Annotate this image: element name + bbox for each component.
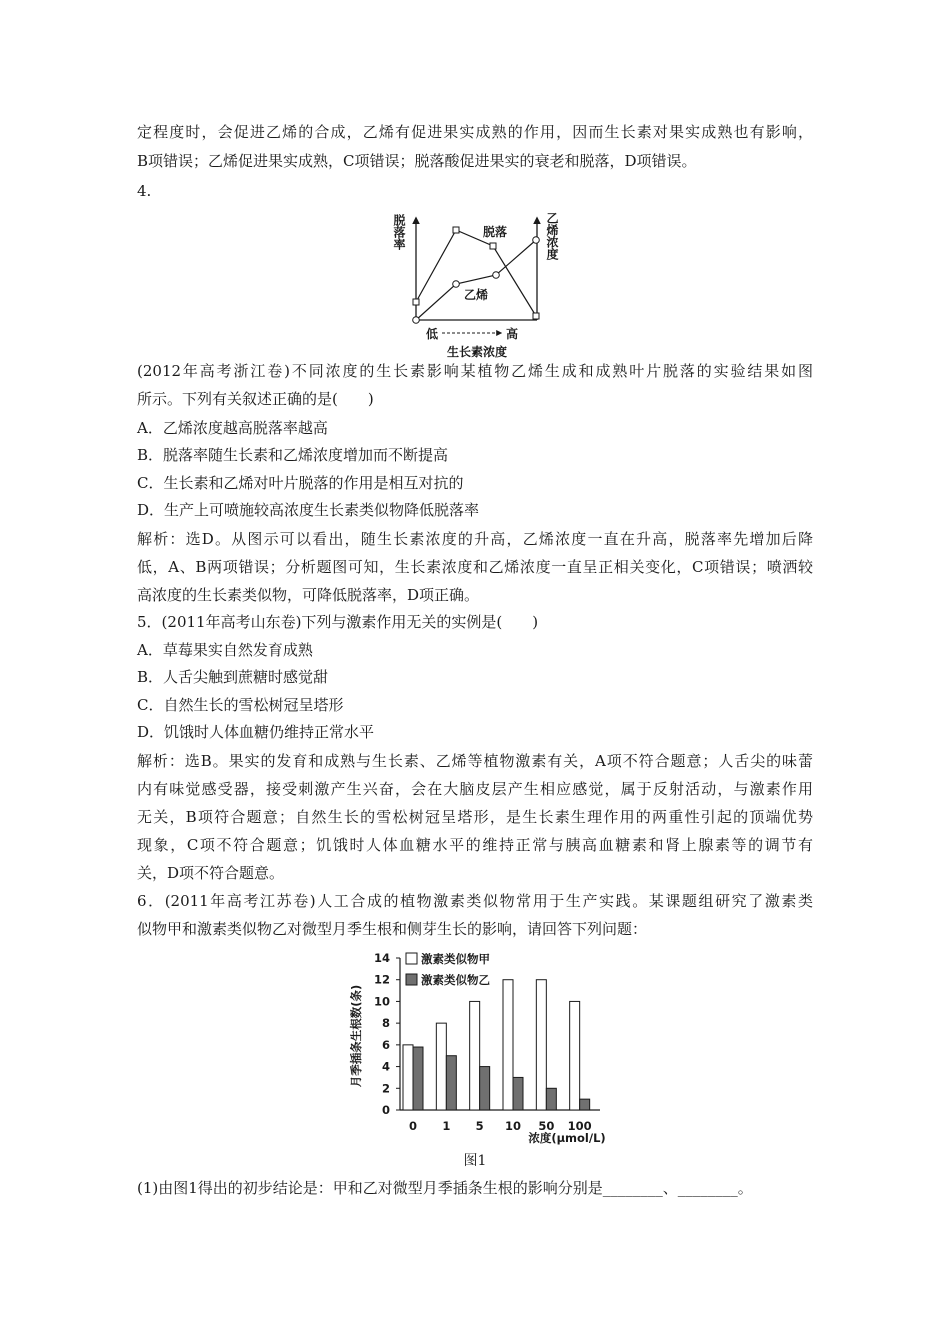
bar-series1 <box>470 1001 480 1110</box>
q4-analysis: 解析：选D。从图示可以看出，随生长素浓度的升高，乙烯浓度一直在升高，脱落率先增加后降 <box>137 530 813 548</box>
x-tick-label: 100 <box>567 1119 592 1133</box>
q6-stem: 似物甲和激素类似物乙对微型月季生根和侧芽生长的影响，请回答下列问题： <box>137 920 648 938</box>
curve-label-ethylene: 乙烯 <box>464 288 489 302</box>
y-tick-label: 6 <box>381 1037 390 1052</box>
y-tick-label: 2 <box>381 1081 390 1096</box>
figure-q4 <box>385 210 565 360</box>
q5-analysis: 现象，C项不符合题意；饥饿时人体血糖水平的维持正常与胰高血糖素和肾上腺素等的调节有 <box>137 836 813 854</box>
q4-analysis: 高浓度的生长素类似物，可降低脱落率，D项正确。 <box>137 586 480 604</box>
ethylene-point <box>533 237 540 244</box>
ethylene-curve <box>416 240 536 320</box>
figure-caption: 图1 <box>463 1153 487 1169</box>
q5-option-a: A．草莓果实自然发育成熟 <box>137 641 313 659</box>
abscission-point <box>413 299 419 305</box>
q5-option-d: D．饥饿时人体血糖仍维持正常水平 <box>137 723 375 741</box>
bar-series2 <box>513 1077 523 1110</box>
q4-option-c: C．生长素和乙烯对叶片脱落的作用是相互对抗的 <box>137 474 464 492</box>
x-tick-label: 50 <box>538 1119 555 1133</box>
x-tick-label: 5 <box>475 1119 484 1133</box>
bar-series1 <box>536 980 546 1110</box>
q4-stem: 所示。下列有关叙述正确的是( ) <box>137 390 374 408</box>
x-axis-label: 浓度(μmol/L) <box>528 1131 606 1145</box>
text-line: 定程度时，会促进乙烯的合成，乙烯有促进果实成熟的作用，因而生长素对果实成熟也有影响， <box>137 123 813 141</box>
abscission-point <box>533 313 539 319</box>
x-tick-label: 10 <box>504 1119 522 1133</box>
question-number: 4. <box>137 182 152 200</box>
q6-sub1: (1)由图1得出的初步结论是：甲和乙对微型月季插条生根的影响分别是________、________。 <box>137 1179 753 1197</box>
q5-option-b: B．人舌尖触到蔗糖时感觉甜 <box>137 668 329 686</box>
y-tick-label: 0 <box>381 1103 390 1117</box>
ethylene-point <box>453 281 460 288</box>
legend-label-series2: 激素类似物乙 <box>421 973 490 987</box>
ethylene-point <box>493 272 500 279</box>
legend-label-series1: 激素类似物甲 <box>421 952 490 966</box>
q4-option-b: B．脱落率随生长素和乙烯浓度增加而不断提高 <box>137 446 449 464</box>
bar-series2 <box>580 1099 590 1110</box>
y-right-label: 乙烯浓度 <box>545 212 559 260</box>
bar-series2 <box>546 1088 556 1110</box>
y-tick-label: 10 <box>373 994 390 1009</box>
bar-series2 <box>480 1067 490 1110</box>
text-line: B项错误；乙烯促进果实成熟，C项错误；脱落酸促进果实的衰老和脱落，D项错误。 <box>137 152 697 170</box>
bar-series2 <box>413 1047 423 1110</box>
q4-option-d: D．生产上可喷施较高浓度生长素类似物降低脱落率 <box>137 501 480 519</box>
y-axis-label: 月季插条生根数(条) <box>349 984 363 1088</box>
q4-option-a: A．乙烯浓度越高脱落率越高 <box>137 419 328 437</box>
legend-swatch-series2 <box>406 974 417 985</box>
q4-stem: (2012年高考浙江卷)不同浓度的生长素影响某植物乙烯生成和成熟叶片脱落的实验结果如图 <box>137 362 813 380</box>
bar-series1 <box>503 980 513 1110</box>
legend-swatch-series1 <box>406 953 417 964</box>
q6-stem: 6．(2011年高考江苏卷)人工合成的植物激素类似物常用于生产实践。某课题组研究了激素类 <box>137 892 813 910</box>
bar-chart-figure1 <box>345 948 615 1173</box>
x-tick-label: 1 <box>442 1119 451 1133</box>
x-axis-label: 生长素浓度 <box>446 345 508 359</box>
q5-analysis: 关，D项不符合题意。 <box>137 864 285 882</box>
q5-analysis: 无关，B项符合题意；自然生长的雪松树冠呈塔形，是生长素生理作用的两重性引起的顶端优势 <box>137 808 813 826</box>
y-tick-label: 14 <box>373 951 390 965</box>
y-left-label: 脱落率 <box>392 214 406 250</box>
x-low-label: 低 <box>426 327 439 341</box>
y-tick-label: 12 <box>373 972 390 987</box>
q4-analysis: 低，A、B两项错误；分析题图可知，生长素浓度和乙烯浓度一直呈正相关变化，C项错误；喷洒较 <box>137 558 813 576</box>
abscission-point <box>453 227 459 233</box>
q5-stem: 5．(2011年高考山东卷)下列与激素作用无关的实例是( ) <box>137 613 539 631</box>
bar-series1 <box>403 1045 413 1110</box>
bar-series1 <box>436 1023 446 1110</box>
bar-series1 <box>570 1001 580 1110</box>
x-tick-label: 0 <box>408 1119 418 1133</box>
y-tick-label: 8 <box>381 1016 390 1031</box>
curve-label-abscission: 脱落 <box>483 225 508 239</box>
q5-analysis: 内有味觉感受器，接受刺激产生兴奋，会在大脑皮层产生相应感觉，属于反射活动，与激素作用 <box>137 780 813 798</box>
q5-analysis: 解析：选B。果实的发育和成熟与生长素、乙烯等植物激素有关，A项不符合题意；人舌尖的味蕾 <box>137 752 813 770</box>
y-tick-label: 4 <box>381 1059 390 1074</box>
abscission-point <box>490 243 496 249</box>
q5-option-c: C．自然生长的雪松树冠呈塔形 <box>137 696 344 714</box>
ethylene-point <box>413 317 420 324</box>
x-high-label: 高 <box>506 327 519 341</box>
bar-series2 <box>446 1056 456 1110</box>
